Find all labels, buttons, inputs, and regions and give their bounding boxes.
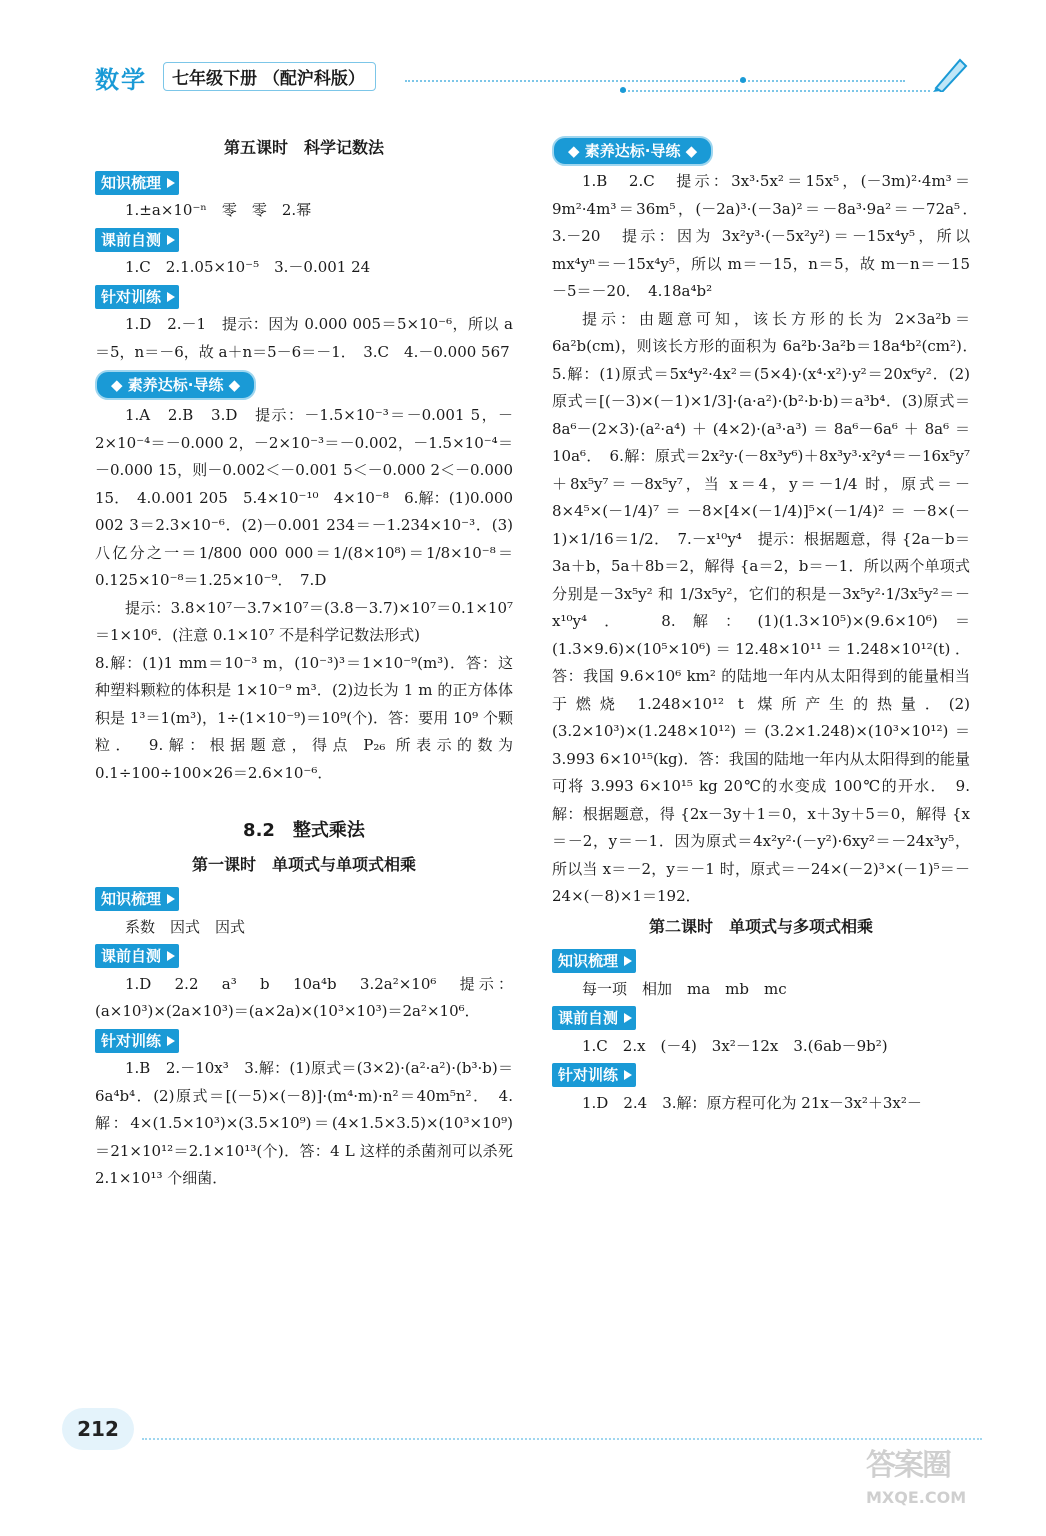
- answer-text: 1.D 2.4 3.解：原方程可化为 21x－3x²＋3x²－: [582, 1093, 922, 1112]
- left-column: [95, 132, 513, 1193]
- header-dot: [740, 77, 746, 83]
- page-number: 212: [62, 1408, 134, 1450]
- header-divider-2: [620, 90, 930, 92]
- section-tag: 知识梳理: [95, 171, 179, 195]
- page-header: [95, 60, 975, 94]
- lesson-title: 第一课时 单项式与单项式相乘: [191, 854, 416, 874]
- right-column: [552, 132, 986, 1117]
- watermark-url: MXQE.COM: [866, 1488, 967, 1507]
- answer-text: 1.B 2.－10x³ 3.解：(1)原式＝(3×2)·(a²·a²)·(b³·b)＝6a⁴b⁴．(2)原式＝[(－5)×(－8)]·(m⁴·m)·n²＝40m⁵n²． 4.解：4×(1.5×10³)×(3.5×10⁹)＝(4×1.5×3.5)×(10³×10⁹)＝21×10¹²＝2.1×10¹³(个)．答：4 L 这样的杀菌剂可以杀死 2.1×10¹³ 个细菌．: [95, 1059, 513, 1187]
- watermark-logo: [866, 1440, 974, 1520]
- header-divider: [405, 80, 905, 82]
- section-tag: 针对训练: [552, 1063, 636, 1087]
- answer-text: 1.C 2.1.05×10⁻⁵ 3.－0.001 24: [125, 258, 371, 276]
- footer-divider: [142, 1438, 982, 1440]
- header-dot: [620, 87, 626, 93]
- subject-label: 数学: [95, 66, 147, 94]
- answer-text: 8.解：(1)1 mm＝10⁻³ m，(10⁻³)³＝1×10⁻⁹(m³)．答：这种塑料颗粒的体积是 1×10⁻⁹ m³．(2)边长为 1 m 的正方体体积是 1³＝1(m³)，1÷(1×10⁻⁹)＝10⁹(个)．答：要用 10⁹ 个颗粒． 9.解：根据题意，得点 P₂₆ 所表示的数为 0.1÷100÷100×26＝2.6×10⁻⁶．: [95, 653, 513, 782]
- lesson-title: 第五课时 科学记数法: [223, 138, 384, 157]
- answer-text: 1.A 2.B 3.D 提示：－1.5×10⁻³＝－0.001 5，－2×10⁻⁴＝－0.000 2，－2×10⁻³＝－0.002，－1.5×10⁻⁴＝－0.000 15，则－0.002＜－0.001 5＜－0.000 2＜－0.000 15． 4.0.001 205 5.4×10⁻¹⁰ 4×10⁻⁸ 6.解：(1)0.000 002 3＝2.3×10⁻⁶．(2)－0.001 234＝－1.234×10⁻³．(3)八亿分之一＝1/800 000 000＝1/(8×10⁸)＝1/8×10⁻⁸＝0.125×10⁻⁸＝1.25×10⁻⁹． 7.D: [95, 406, 513, 589]
- answer-text: 1.B 2.C 提示：3x³·5x²＝15x⁵，(－3m)²·4m³＝9m²·4m³＝36m⁵，(－2a)³·(－3a)²＝－8a³·9a²＝－72a⁵． 3.－20 提示：因为 3x²y³·(－5x²y²)＝－15x⁴y⁵，所以 mx⁴yⁿ＝－15x⁴y⁵，所以 m＝－15，n＝5，故 m－n＝－15－5＝－20． 4.18a⁴b²: [552, 172, 986, 300]
- answer-text: 系数 因式 因式: [125, 917, 246, 936]
- answer-text: 1.D 2.2 a³ b 10a⁴b 3.2a²×10⁶ 提示：(a×10³)×(2a×10³)＝(a×2a)×(10³×10³)＝2a²×10⁶．: [95, 974, 513, 1020]
- pen-icon: [930, 54, 970, 92]
- answer-text: 1.C 2.x (－4) 3x²－12x 3.(6ab－9b²): [582, 1036, 888, 1055]
- answer-text: 提示：由题意可知，该长方形的长为 2×3a²b＝6a²b(cm)，则该长方形的面积为 6a²b·3a²b＝18a⁴b²(cm²)． 5.解：(1)原式＝5x⁴y²·4x²＝(5×4)·(x⁴·x²)·y²＝20x⁶y²．(2)原式＝[(－3)×(－1)×1/3]·(a·a²)·(b²·b·b)＝a³b⁴．(3)原式＝8a⁶－(2×3)·(a²·a⁴)＋(4×2)·(a³·a³)＝8a⁶－6a⁶＋8a⁶＝10a⁶． 6.解：原式＝2x²y·(－8x³y⁶)＋8x³y³·x²y⁴＝－16x⁵y⁷＋8x⁵y⁷＝－8x⁵y⁷，当 x＝4，y＝－1/4 时，原式＝－8×4⁵×(－1/4)⁷＝－8×[4×(－1/4)]⁵×(－1/4)²＝－8×(－1)×1/16＝1/2． 7.－x¹⁰y⁴ 提示：根据题意，得 {2a－b＝3a＋b，5a＋8b＝2，解得 {a＝2，b＝－1．所以两个单项式分别是－3x⁵y² 和 1/3x⁵y²，它们的积是－3x⁵y²·1/3x⁵y²＝－x¹⁰y⁴． 8.解：(1)(1.3×10⁵)×(9.6×10⁶)＝(1.3×9.6)×(10⁵×10⁶)＝12.48×10¹¹＝1.248×10¹²(t)．答：我国 9.6×10⁶ km² 的陆地一年内从太阳得到的能量相当于燃烧 1.248×10¹² t 煤所产生的热量．(2)(3.2×10³)×(1.248×10¹²)＝(3.2×1.248)×(10³×10¹²)＝3.993 6×10¹⁵(kg)．答：我国的陆地一年内从太阳得到的能量可将 3.993 6×10¹⁵ kg 20℃的水变成 100℃的开水． 9.解：根据题意，得 {2x－3y＋1＝0，x＋3y＋5＝0，解得 {x＝－2，y＝－1．因为原式＝4x²y²·(－y²)·6xy²＝－24x³y⁵，所以当 x＝－2，y＝－1 时，原式＝－24×(－2)³×(－1)⁵＝－24×(－8)×1＝192．: [552, 309, 986, 905]
- section-tag: 针对训练: [95, 1029, 179, 1053]
- section-tag: 课前自测: [552, 1006, 636, 1030]
- section-tag: 针对训练: [95, 285, 179, 309]
- page-footer: [62, 1408, 982, 1458]
- answer-text: 每一项 相加 ma mb mc: [582, 979, 787, 998]
- section-tag: 知识梳理: [552, 949, 636, 973]
- lesson-title: 第二课时 单项式与多项式相乘: [648, 916, 873, 936]
- section-tag: 知识梳理: [95, 887, 179, 911]
- grade-label: 七年级下册 （配沪科版）: [163, 62, 376, 91]
- section-title: 8.2 整式乘法: [243, 820, 365, 841]
- section-tag: 课前自测: [95, 228, 179, 252]
- answer-text: 1.±a×10⁻ⁿ 零 零 2.幂: [125, 201, 312, 219]
- section-tag: 课前自测: [95, 944, 179, 968]
- practice-pill: ◆ 素养达标·导练 ◆: [552, 136, 713, 166]
- watermark-chars: 答案圈: [866, 1448, 950, 1483]
- practice-pill: ◆ 素养达标·导练 ◆: [95, 370, 256, 400]
- answer-text: 提示：3.8×10⁷－3.7×10⁷＝(3.8－3.7)×10⁷＝0.1×10⁷＝1×10⁶．(注意 0.1×10⁷ 不是科学记数法形式): [95, 598, 513, 644]
- answer-text: 1.D 2.－1 提示：因为 0.000 005＝5×10⁻⁶，所以 a＝5，n＝－6，故 a＋n＝5－6＝－1． 3.C 4.－0.000 567: [95, 315, 513, 361]
